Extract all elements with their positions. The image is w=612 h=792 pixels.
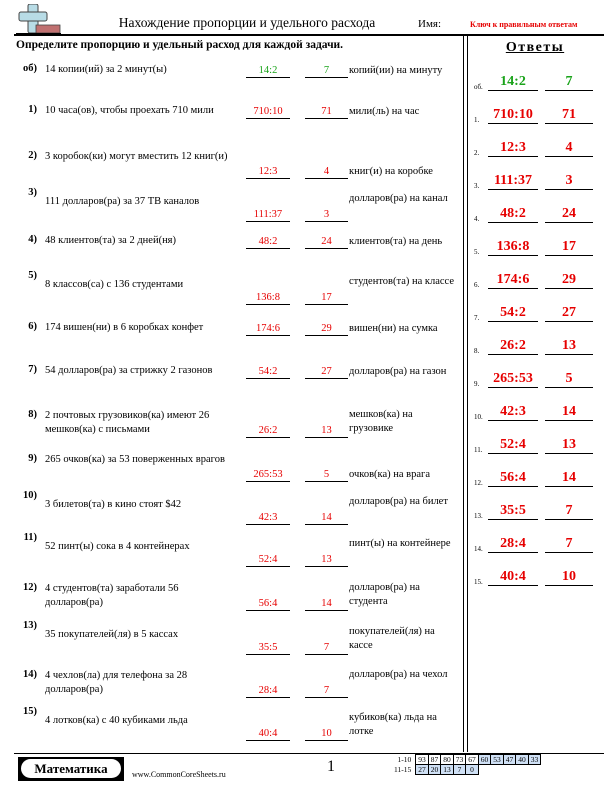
- problem-row: [0, 490, 460, 526]
- answer-rate: 13: [545, 437, 593, 454]
- problem-row: [0, 270, 460, 306]
- problem-text: 35 покупателей(ля) в 5 кассах: [45, 629, 179, 640]
- problem-text: 4 студентов(та) заработали 56 долларов(ра): [45, 583, 179, 608]
- answer-key-label: Ключ к правильным ответам: [470, 20, 578, 29]
- problem-text: 54 долларов(ра) за стрижку 2 газонов: [45, 365, 213, 376]
- rate-answer-field[interactable]: 29: [305, 322, 348, 336]
- problem-text: 3 коробок(ки) могут вместить 12 книг(и): [45, 151, 228, 162]
- score-cell: 93: [416, 755, 429, 765]
- ratio-answer-field[interactable]: 265:53: [246, 468, 290, 482]
- brand-label: Математика: [21, 759, 121, 778]
- score-cell: 60: [478, 755, 491, 765]
- rate-answer-field[interactable]: 5: [305, 468, 348, 482]
- unit-label: долларов(ра) на канал: [349, 193, 448, 204]
- rate-answer-field[interactable]: 4: [305, 165, 348, 179]
- answer-rate: 24: [545, 206, 593, 223]
- problem-row: [0, 63, 460, 93]
- ratio-answer-field[interactable]: 136:8: [246, 291, 290, 305]
- score-table: [392, 754, 541, 775]
- score-cell-empty: [478, 765, 491, 775]
- answer-ratio: 48:2: [488, 206, 538, 223]
- answer-ratio: 54:2: [488, 305, 538, 322]
- problem-number: 10): [23, 490, 37, 501]
- problem-text: 48 клиентов(та) за 2 дней(ня): [45, 235, 177, 246]
- unit-label: кубиков(ка) льда на лотке: [349, 712, 437, 737]
- answer-ratio: 40:4: [488, 569, 538, 586]
- rate-answer-field[interactable]: 7: [305, 684, 348, 698]
- answer-label: 13.: [474, 512, 483, 520]
- unit-label: мешков(ка) на грузовике: [349, 409, 413, 434]
- answer-label: 2.: [474, 149, 480, 157]
- problem-row: [0, 104, 460, 134]
- answer-ratio: 26:2: [488, 338, 538, 355]
- problem-text: 111 долларов(ра) за 37 ТВ каналов: [45, 196, 200, 207]
- problem-number: 6): [28, 321, 37, 332]
- name-label: Имя:: [418, 18, 442, 30]
- answer-rate: 4: [545, 140, 593, 157]
- unit-label: студентов(та) на классе: [349, 276, 454, 287]
- rate-answer-field[interactable]: 13: [305, 424, 348, 438]
- answer-row: [470, 104, 602, 124]
- unit-label: долларов(ра) на студента: [349, 582, 420, 607]
- answer-label: 8.: [474, 347, 480, 355]
- problem-number: 9): [28, 453, 37, 464]
- problem-row: [0, 409, 460, 439]
- problem-number: 11): [23, 532, 37, 543]
- problem-text: 4 лотков(ка) с 40 кубиками льда: [45, 715, 188, 726]
- answer-rate: 7: [545, 536, 593, 553]
- unit-label: долларов(ра) на чехол: [349, 669, 448, 680]
- problem-row: [0, 669, 460, 699]
- score-row-label: 1-10: [397, 755, 412, 764]
- brand-badge: [18, 757, 124, 781]
- answer-label: 14.: [474, 545, 483, 553]
- score-cell: 13: [441, 765, 454, 775]
- column-divider: [467, 36, 468, 752]
- column-divider: [463, 36, 464, 752]
- logo-icon: [16, 4, 61, 34]
- unit-label: книг(и) на коробке: [349, 166, 433, 177]
- ratio-answer-field[interactable]: 26:2: [246, 424, 290, 438]
- score-cell: 27: [416, 765, 429, 775]
- unit-label: клиентов(та) на день: [349, 236, 443, 247]
- answer-rate: 5: [545, 371, 593, 388]
- score-row: [392, 755, 541, 765]
- problem-text: 174 вишен(ни) в 6 коробках конфет: [45, 322, 204, 333]
- answer-rate: 14: [545, 470, 593, 487]
- answer-label: 10.: [474, 413, 483, 421]
- unit-label: покупателей(ля) на кассе: [349, 626, 435, 651]
- answer-row: [470, 302, 602, 322]
- answer-rate: 3: [545, 173, 593, 190]
- answer-rate: 7: [545, 74, 593, 91]
- answer-rate: 27: [545, 305, 593, 322]
- ratio-answer-field[interactable]: 48:2: [246, 235, 290, 249]
- score-cell: 47: [503, 755, 516, 765]
- ratio-answer-field[interactable]: 42:3: [246, 511, 290, 525]
- answer-ratio: 35:5: [488, 503, 538, 520]
- answer-ratio: 56:4: [488, 470, 538, 487]
- ratio-answer-field[interactable]: 12:3: [246, 165, 290, 179]
- problem-row: [0, 620, 460, 656]
- answer-ratio: 174:6: [488, 272, 538, 289]
- rate-answer-field[interactable]: 71: [305, 105, 348, 119]
- problem-number: об): [23, 63, 37, 74]
- score-cell-empty: [528, 765, 541, 775]
- score-cell: 53: [491, 755, 504, 765]
- answer-row: [470, 236, 602, 256]
- unit-label: долларов(ра) на билет: [349, 496, 448, 507]
- answer-row: [470, 533, 602, 553]
- answer-label: 11.: [474, 446, 483, 454]
- instructions: Определите пропорцию и удельный расход для каждой задачи.: [16, 39, 344, 51]
- problem-number: 3): [28, 187, 37, 198]
- answer-rate: 71: [545, 107, 593, 124]
- answer-row: [470, 467, 602, 487]
- problem-text: 10 часа(ов), чтобы проехать 710 мили: [45, 105, 214, 116]
- answer-ratio: 52:4: [488, 437, 538, 454]
- answer-row: [470, 335, 602, 355]
- answer-label: 3.: [474, 182, 480, 190]
- problem-row: [0, 532, 460, 568]
- score-cell-empty: [491, 765, 504, 775]
- score-cell: 87: [428, 755, 441, 765]
- answer-ratio: 265:53: [488, 371, 538, 388]
- site-url: www.CommonCoreSheets.ru: [132, 770, 226, 779]
- problem-number: 4): [28, 234, 37, 245]
- score-cell: 33: [528, 755, 541, 765]
- answer-rate: 10: [545, 569, 593, 586]
- problem-number: 8): [28, 409, 37, 420]
- answer-rate: 7: [545, 503, 593, 520]
- unit-label: копий(ии) на минуту: [349, 65, 443, 76]
- rate-answer-field[interactable]: 10: [305, 727, 348, 741]
- problem-text: 3 билетов(та) в кино стоят $42: [45, 499, 182, 510]
- problem-row: [0, 582, 460, 612]
- ratio-answer-field[interactable]: 174:6: [246, 322, 290, 336]
- ratio-answer-field[interactable]: 710:10: [246, 105, 290, 119]
- ratio-answer-field[interactable]: 28:4: [246, 684, 290, 698]
- answer-row: [470, 566, 602, 586]
- answer-rate: 17: [545, 239, 593, 256]
- answers-title: Ответы: [505, 40, 565, 55]
- ratio-answer-field[interactable]: 56:4: [246, 597, 290, 611]
- ratio-answer-field[interactable]: 54:2: [246, 365, 290, 379]
- answer-ratio: 136:8: [488, 239, 538, 256]
- answer-row: [470, 269, 602, 289]
- answer-ratio: 12:3: [488, 140, 538, 157]
- problem-number: 2): [28, 150, 37, 161]
- score-cell: 67: [466, 755, 479, 765]
- problem-row: [0, 234, 460, 264]
- answer-ratio: 710:10: [488, 107, 538, 124]
- score-row-label: 11-15: [394, 765, 412, 774]
- ratio-answer-field[interactable]: 14:2: [246, 64, 290, 78]
- page-number: 1: [327, 758, 335, 775]
- unit-label: пинт(ы) на контейнере: [349, 538, 451, 549]
- answer-label: 4.: [474, 215, 480, 223]
- problem-number: 1): [28, 104, 37, 115]
- problem-number: 13): [23, 620, 37, 631]
- problem-text: 4 чехлов(ла) для телефона за 28 долларов(ра): [45, 670, 188, 695]
- problem-number: 15): [23, 706, 37, 717]
- ratio-answer-field[interactable]: 40:4: [246, 727, 290, 741]
- unit-label: мили(ль) на час: [349, 106, 420, 117]
- unit-label: очков(ка) на врага: [349, 469, 430, 480]
- problem-number: 5): [28, 270, 37, 281]
- answer-label: 15.: [474, 578, 483, 586]
- rate-answer-field[interactable]: 14: [305, 511, 348, 525]
- problem-row: [0, 364, 460, 394]
- answer-row: [470, 137, 602, 157]
- answer-label: об.: [474, 83, 483, 91]
- answer-label: 6.: [474, 281, 480, 289]
- score-cell: 0: [466, 765, 479, 775]
- rate-answer-field[interactable]: 7: [305, 64, 348, 78]
- problem-number: 14): [23, 669, 37, 680]
- score-cell: 73: [453, 755, 466, 765]
- score-cell: 7: [453, 765, 466, 775]
- score-row: [392, 765, 541, 775]
- answer-label: 7.: [474, 314, 480, 322]
- problem-text: 52 пинт(ы) сока в 4 контейнерах: [45, 541, 190, 552]
- answer-row: [470, 500, 602, 520]
- problem-number: 12): [23, 582, 37, 593]
- answer-rate: 14: [545, 404, 593, 421]
- problem-text: 265 очков(ка) за 53 поверженных врагов: [45, 454, 225, 465]
- score-cell: 80: [441, 755, 454, 765]
- rate-answer-field[interactable]: 3: [305, 208, 348, 222]
- answer-label: 1.: [474, 116, 480, 124]
- rate-answer-field[interactable]: 14: [305, 597, 348, 611]
- answer-rate: 13: [545, 338, 593, 355]
- answer-row: [470, 368, 602, 388]
- answer-row: [470, 71, 602, 91]
- answer-label: 5.: [474, 248, 480, 256]
- problem-row: [0, 321, 460, 351]
- rate-answer-field[interactable]: 24: [305, 235, 348, 249]
- worksheet-title: Нахождение пропорции и удельного расхода: [118, 15, 376, 30]
- rate-answer-field[interactable]: 17: [305, 291, 348, 305]
- answer-label: 12.: [474, 479, 483, 487]
- ratio-answer-field[interactable]: 35:5: [246, 641, 290, 655]
- problem-row: [0, 706, 460, 742]
- problem-number: 7): [28, 364, 37, 375]
- answer-row: [470, 434, 602, 454]
- ratio-answer-field[interactable]: 111:37: [246, 208, 290, 222]
- ratio-answer-field[interactable]: 52:4: [246, 553, 290, 567]
- score-cell-empty: [503, 765, 516, 775]
- problem-text: 8 классов(са) с 136 студентами: [45, 279, 184, 290]
- answer-ratio: 42:3: [488, 404, 538, 421]
- rate-answer-field[interactable]: 7: [305, 641, 348, 655]
- rate-answer-field[interactable]: 27: [305, 365, 348, 379]
- unit-label: вишен(ни) на сумка: [349, 323, 438, 334]
- answer-row: [470, 203, 602, 223]
- score-cell: 20: [428, 765, 441, 775]
- header-divider: [14, 34, 604, 36]
- answer-label: 9.: [474, 380, 480, 388]
- answer-rate: 29: [545, 272, 593, 289]
- rate-answer-field[interactable]: 13: [305, 553, 348, 567]
- problem-row: [0, 187, 460, 223]
- answer-ratio: 28:4: [488, 536, 538, 553]
- score-cell: 40: [516, 755, 529, 765]
- problem-text: 14 копии(ий) за 2 минут(ы): [45, 64, 167, 75]
- answer-ratio: 14:2: [488, 74, 538, 91]
- unit-label: долларов(ра) на газон: [349, 366, 447, 377]
- problem-text: 2 почтовых грузовиков(ка) имеют 26 мешков(ка) с письмами: [45, 410, 210, 435]
- answer-row: [470, 401, 602, 421]
- problem-row: [0, 150, 460, 180]
- score-cell-empty: [516, 765, 529, 775]
- answer-row: [470, 170, 602, 190]
- answer-ratio: 111:37: [488, 173, 538, 190]
- problem-row: [0, 453, 460, 483]
